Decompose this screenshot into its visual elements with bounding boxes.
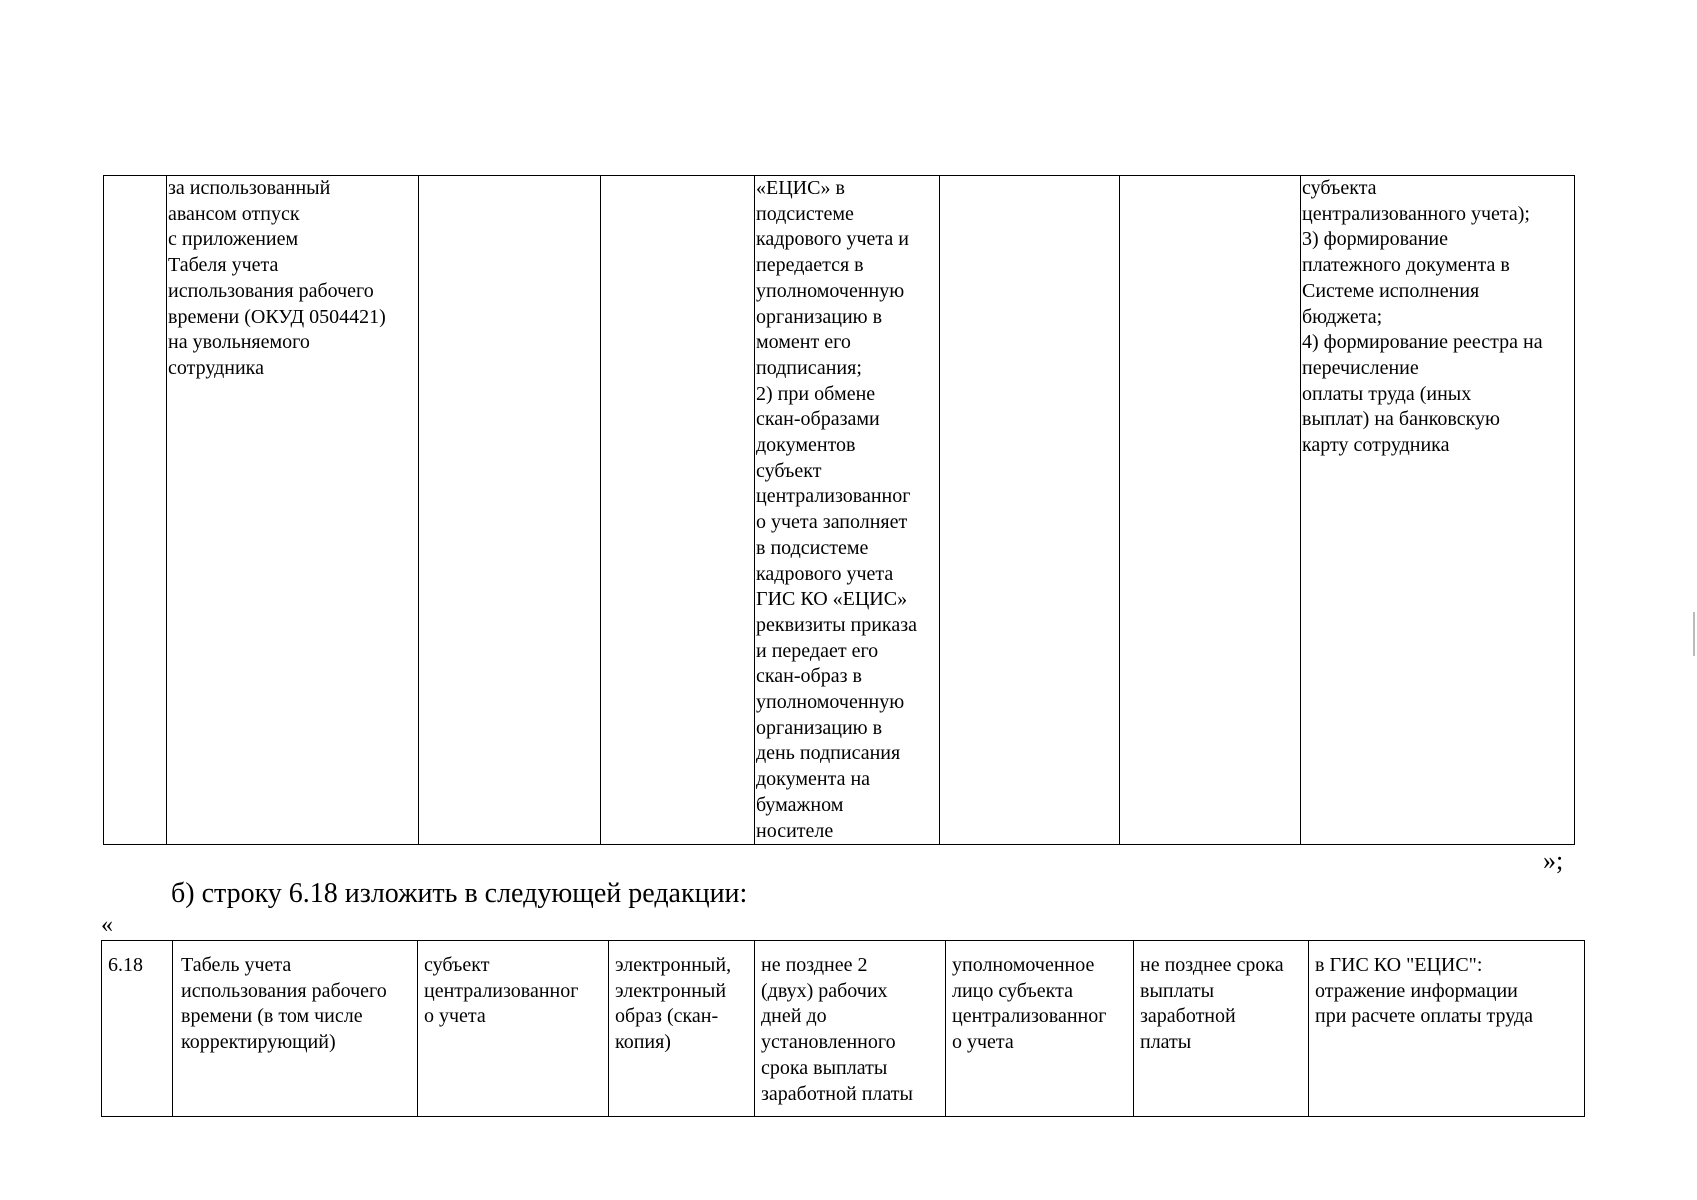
- cell-format: электронный, электронный образ (скан- копия): [609, 941, 755, 1117]
- cell-procedure: «ЕЦИС» в подсистеме кадрового учета и передается в уполномоченную организацию в момент его подписания; 2) при обмене скан-образами документов субъект централизованног о учета заполняет в подсистеме кадрового учета ГИС КО «ЕЦИС» реквизиты приказа и передает его скан-образ в уполномоченную организацию в день подписания документа на бумажном носителе: [755, 176, 940, 845]
- amendment-heading: б) строку 6.18 изложить в следующей редакции:: [171, 878, 748, 909]
- continued-table: [103, 175, 1575, 845]
- cell-number: [104, 176, 167, 845]
- cell-processing: в ГИС КО "ЕЦИС": отражение информации при расчете оплаты труда: [1309, 941, 1585, 1117]
- scan-edge-mark: [1693, 612, 1695, 656]
- cell-recipient: уполномоченное лицо субъекта централизованног о учета: [946, 941, 1134, 1117]
- new-row-table: [101, 940, 1585, 1117]
- cell-number: 6.18: [102, 941, 173, 1117]
- closing-quote: »;: [1543, 846, 1564, 875]
- cell-responsible: субъект централизованног о учета: [418, 941, 609, 1117]
- cell-deadline: [1120, 176, 1301, 845]
- cell-processing: субъекта централизованного учета); 3) формирование платежного документа в Системе исполнения бюджета; 4) формирование реестра на перечисление оплаты труда (иных выплат) на банковскую карту сотрудника: [1301, 176, 1575, 845]
- cell-deadline: не позднее срока выплаты заработной платы: [1134, 941, 1309, 1117]
- cell-document-name: Табель учета использования рабочего времени (в том числе корректирующий): [173, 941, 418, 1117]
- cell-recipient: [940, 176, 1120, 845]
- opening-quote: «: [101, 912, 113, 938]
- table-row: [104, 176, 1575, 845]
- cell-format: [601, 176, 755, 845]
- table-row: [102, 941, 1585, 1117]
- cell-procedure: не позднее 2 (двух) рабочих дней до установленного срока выплаты заработной платы: [755, 941, 946, 1117]
- cell-document-name: за использованный авансом отпуск с приложением Табеля учета использования рабочего времени (ОКУД 0504421) на увольняемого сотрудника: [167, 176, 419, 845]
- cell-responsible: [419, 176, 601, 845]
